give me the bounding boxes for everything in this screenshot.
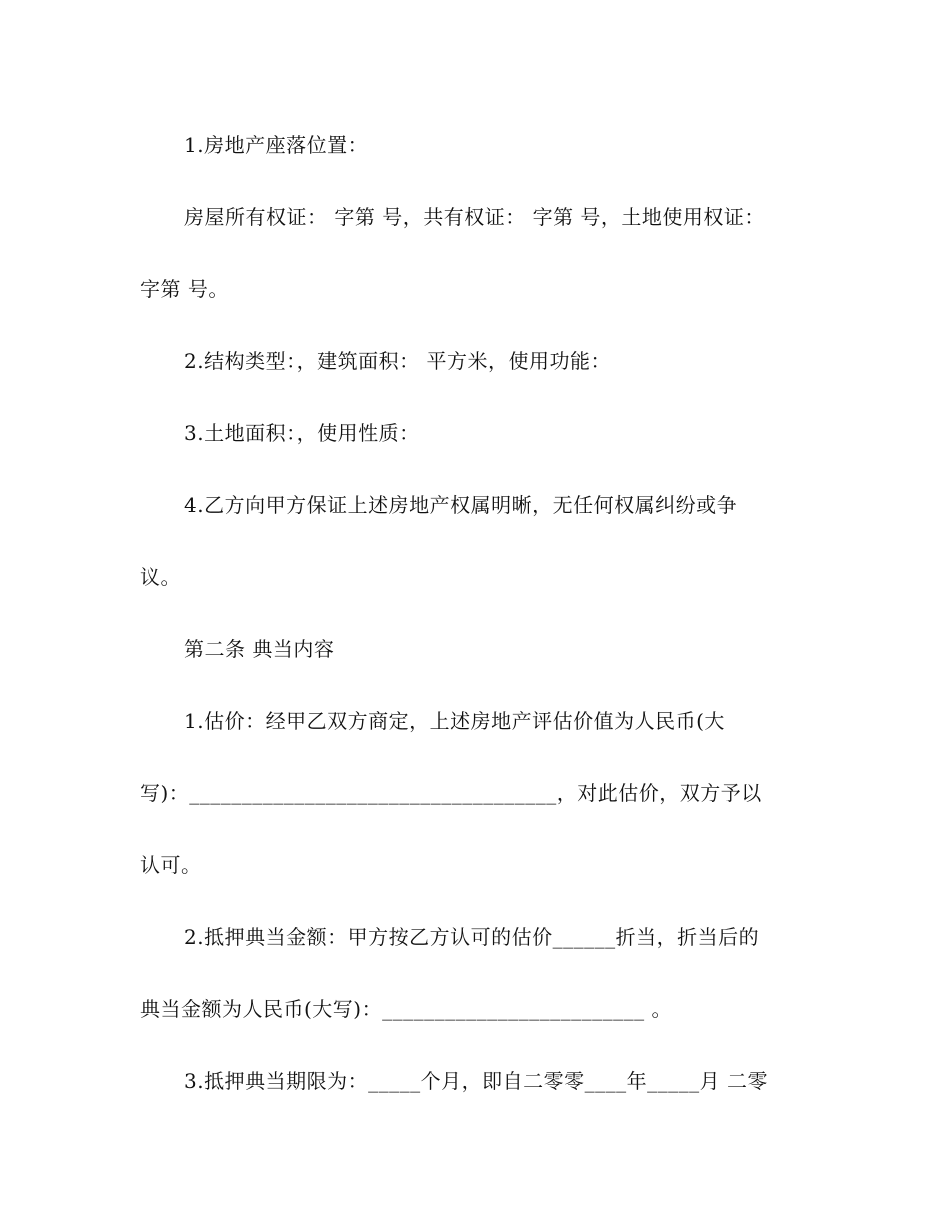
clause-structure: 2.结构类型：，建筑面积： 平方米，使用功能： <box>184 349 611 373</box>
clause-pawn-amount: 2.抵押典当金额：甲方按乙方认可的估价______折当，折当后的 <box>184 925 760 949</box>
clause-pawn-term: 3.抵押典当期限为：_____个月，即自二零零____年_____月 二零 <box>184 1069 768 1093</box>
clause-pawn-amount-cont: 典当金额为人民币(大写)：_________________________ 。 <box>140 997 672 1021</box>
clause-guarantee-cont: 议。 <box>140 565 181 589</box>
clause-valuation: 1.估价：经甲乙双方商定，上述房地产评估价值为人民币(大 <box>184 709 725 733</box>
clause-valuation-cont: 写)：___________________________________，对此估价，双方予以 <box>140 781 762 805</box>
clause-guarantee: 4.乙方向甲方保证上述房地产权属明晰，无任何权属纠纷或争 <box>184 493 738 517</box>
clause-certificates-cont: 字第 号。 <box>140 277 229 301</box>
clause-location: 1.房地产座落位置： <box>184 133 369 157</box>
clause-valuation-end: 认可。 <box>140 853 202 877</box>
clause-certificates: 房屋所有权证： 字第 号，共有权证： 字第 号，土地使用权证： <box>184 205 765 229</box>
section-heading: 第二条 典当内容 <box>184 637 335 661</box>
clause-land-area: 3.土地面积：，使用性质： <box>184 421 420 445</box>
